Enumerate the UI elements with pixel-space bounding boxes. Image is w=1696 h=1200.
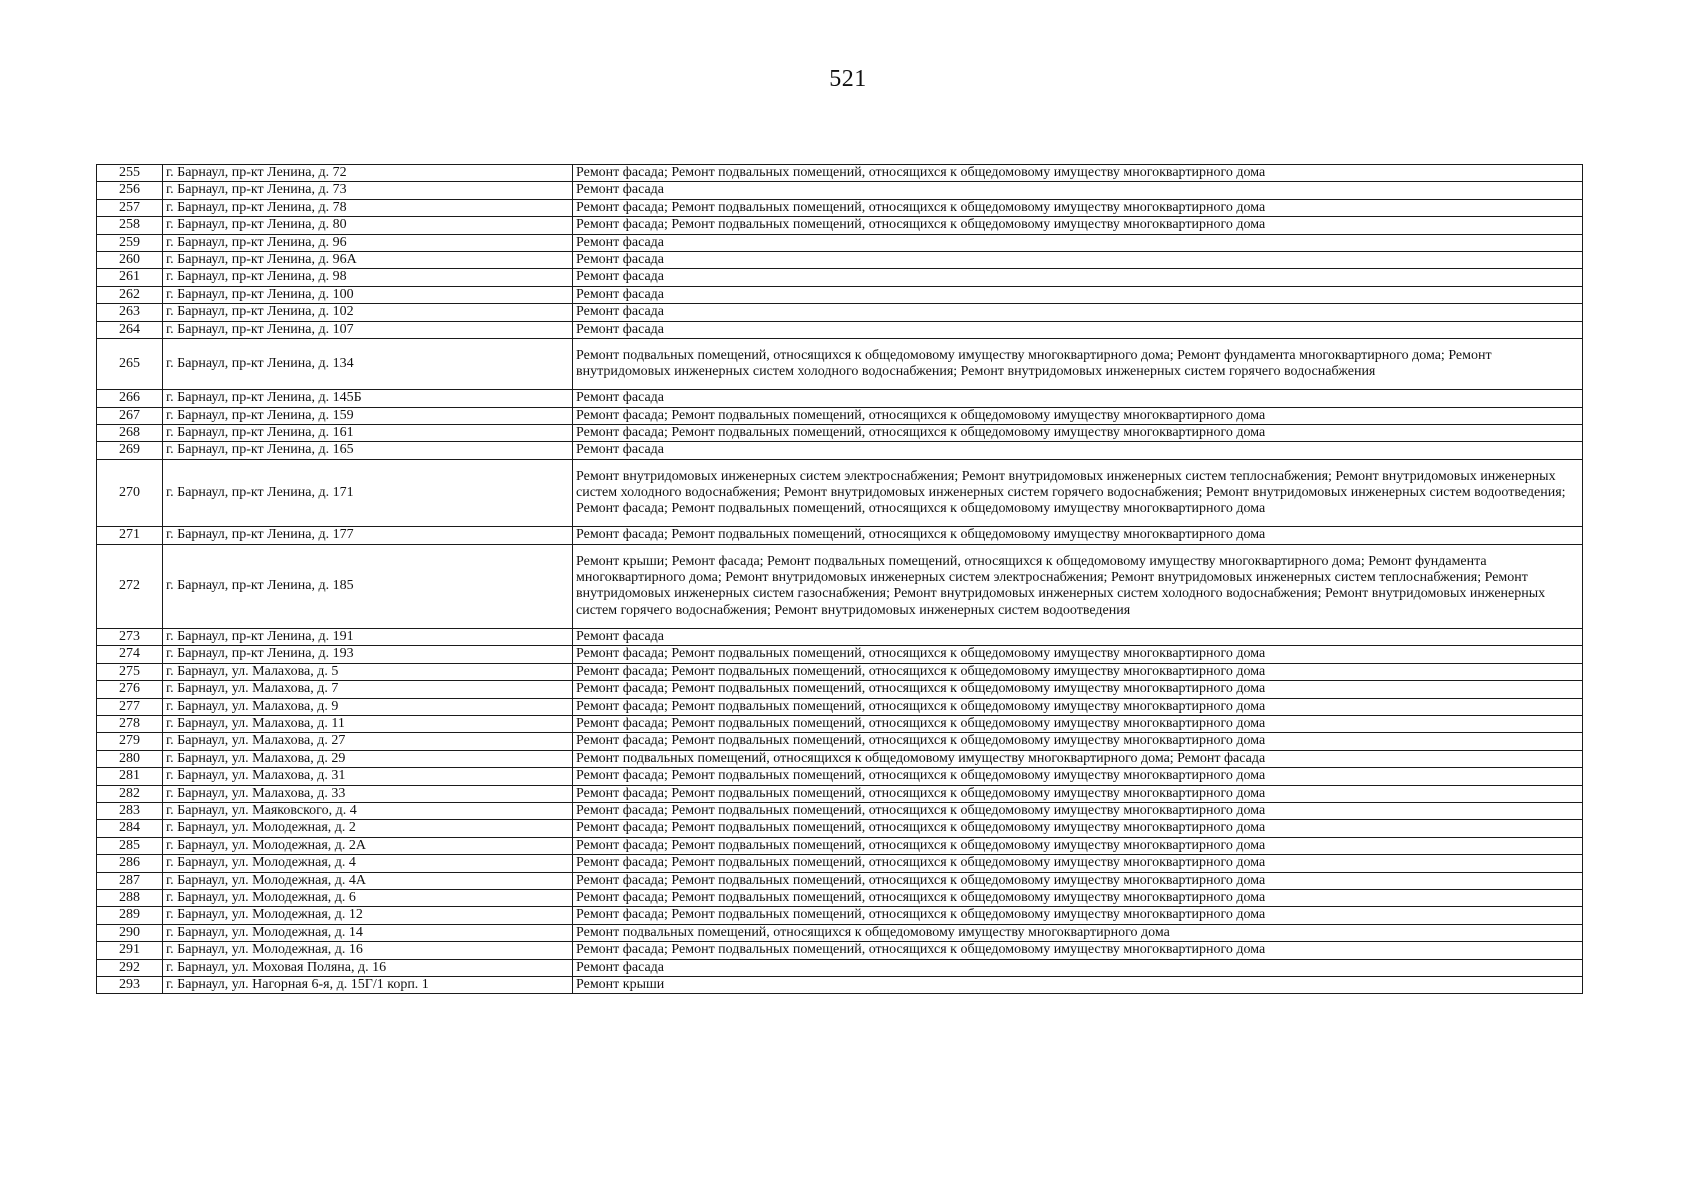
table-row: [97, 715, 1583, 732]
table-row: [97, 698, 1583, 715]
table-row: [97, 855, 1583, 872]
work-type-cell: Ремонт фасада; Ремонт подвальных помещений, относящихся к общедомовому имуществу многоквартирного дома: [573, 165, 1583, 182]
work-type-cell: Ремонт подвальных помещений, относящихся к общедомовому имуществу многоквартирного дома; Ремонт фасада: [573, 750, 1583, 767]
table-row: [97, 889, 1583, 906]
work-type-cell: Ремонт фасада; Ремонт подвальных помещений, относящихся к общедомовому имуществу многоквартирного дома: [573, 527, 1583, 544]
table-row: [97, 339, 1583, 390]
table-row: [97, 785, 1583, 802]
work-type-cell: Ремонт подвальных помещений, относящихся к общедомовому имуществу многоквартирного дома; Ремонт фундамента многоквартирного дома; Ремонт внутридомовых инженерных систем холодного водоснабжения; Ремонт внутридомовых инженерных систем горячего водоснабжения: [573, 339, 1583, 390]
table-row: [97, 252, 1583, 269]
address-cell: г. Барнаул, ул. Молодежная, д. 16: [163, 942, 573, 959]
row-number-cell: 267: [97, 407, 163, 424]
row-number-cell: 286: [97, 855, 163, 872]
work-type-cell: Ремонт фасада; Ремонт подвальных помещений, относящихся к общедомовому имуществу многоквартирного дома: [573, 768, 1583, 785]
address-cell: г. Барнаул, ул. Малахова, д. 31: [163, 768, 573, 785]
row-number-cell: 266: [97, 390, 163, 407]
address-cell: г. Барнаул, пр-кт Ленина, д. 161: [163, 425, 573, 442]
table-row: [97, 802, 1583, 819]
address-cell: г. Барнаул, пр-кт Ленина, д. 191: [163, 628, 573, 645]
repair-register-body: [97, 165, 1583, 994]
table-row: [97, 217, 1583, 234]
work-type-cell: Ремонт фасада: [573, 182, 1583, 199]
work-type-cell: Ремонт крыши; Ремонт фасада; Ремонт подвальных помещений, относящихся к общедомовому имуществу многоквартирного дома; Ремонт фундамента многоквартирного дома; Ремонт внутридомовых инженерных систем электроснабжения; Ремонт внутридомовых инженерных систем теплоснабжения; Ремонт внутридомовых инженерных систем газоснабжения; Ремонт внутридомовых инженерных систем холодного водоснабжения; Ремонт внутридомовых инженерных систем горячего водоснабжения; Ремонт внутридомовых инженерных систем водоотведения: [573, 544, 1583, 628]
table-row: [97, 304, 1583, 321]
address-cell: г. Барнаул, ул. Нагорная 6-я, д. 15Г/1 корп. 1: [163, 977, 573, 994]
table-row: [97, 182, 1583, 199]
row-number-cell: 280: [97, 750, 163, 767]
table-row: [97, 442, 1583, 459]
work-type-cell: Ремонт фасада; Ремонт подвальных помещений, относящихся к общедомовому имуществу многоквартирного дома: [573, 733, 1583, 750]
row-number-cell: 283: [97, 802, 163, 819]
work-type-cell: Ремонт фасада; Ремонт подвальных помещений, относящихся к общедомовому имуществу многоквартирного дома: [573, 855, 1583, 872]
table-row: [97, 390, 1583, 407]
row-number-cell: 289: [97, 907, 163, 924]
table-row: [97, 527, 1583, 544]
table-row: [97, 733, 1583, 750]
page-number: 521: [829, 66, 867, 92]
table-row: [97, 321, 1583, 338]
work-type-cell: Ремонт фасада; Ремонт подвальных помещений, относящихся к общедомовому имуществу многоквартирного дома: [573, 407, 1583, 424]
row-number-cell: 277: [97, 698, 163, 715]
table-row: [97, 544, 1583, 628]
table-row: [97, 750, 1583, 767]
work-type-cell: Ремонт фасада; Ремонт подвальных помещений, относящихся к общедомовому имуществу многоквартирного дома: [573, 872, 1583, 889]
work-type-cell: Ремонт фасада; Ремонт подвальных помещений, относящихся к общедомовому имуществу многоквартирного дома: [573, 837, 1583, 854]
work-type-cell: Ремонт фасада: [573, 321, 1583, 338]
row-number-cell: 287: [97, 872, 163, 889]
address-cell: г. Барнаул, ул. Малахова, д. 5: [163, 663, 573, 680]
row-number-cell: 260: [97, 252, 163, 269]
row-number-cell: 256: [97, 182, 163, 199]
row-number-cell: 272: [97, 544, 163, 628]
address-cell: г. Барнаул, ул. Малахова, д. 7: [163, 681, 573, 698]
work-type-cell: Ремонт фасада: [573, 442, 1583, 459]
work-type-cell: Ремонт фасада; Ремонт подвальных помещений, относящихся к общедомовому имуществу многоквартирного дома: [573, 907, 1583, 924]
row-number-cell: 278: [97, 715, 163, 732]
work-type-cell: Ремонт фасада: [573, 628, 1583, 645]
work-type-cell: Ремонт фасада; Ремонт подвальных помещений, относящихся к общедомовому имуществу многоквартирного дома: [573, 889, 1583, 906]
row-number-cell: 293: [97, 977, 163, 994]
table-row: [97, 942, 1583, 959]
work-type-cell: Ремонт внутридомовых инженерных систем электроснабжения; Ремонт внутридомовых инженерных систем теплоснабжения; Ремонт внутридомовых инженерных систем холодного водоснабжения; Ремонт внутридомовых инженерных систем горячего водоснабжения; Ремонт внутридомовых инженерных систем водоотведения; Ремонт фасада; Ремонт подвальных помещений, относящихся к общедомовому имуществу многоквартирного дома: [573, 459, 1583, 527]
address-cell: г. Барнаул, пр-кт Ленина, д. 193: [163, 646, 573, 663]
work-type-cell: Ремонт фасада; Ремонт подвальных помещений, относящихся к общедомовому имуществу многоквартирного дома: [573, 698, 1583, 715]
table-row: [97, 646, 1583, 663]
work-type-cell: Ремонт фасада: [573, 390, 1583, 407]
row-number-cell: 274: [97, 646, 163, 663]
table-row: [97, 269, 1583, 286]
work-type-cell: Ремонт фасада; Ремонт подвальных помещений, относящихся к общедомовому имуществу многоквартирного дома: [573, 820, 1583, 837]
address-cell: г. Барнаул, пр-кт Ленина, д. 100: [163, 286, 573, 303]
repair-register-table: [96, 164, 1583, 994]
work-type-cell: Ремонт фасада: [573, 959, 1583, 976]
work-type-cell: Ремонт фасада; Ремонт подвальных помещений, относящихся к общедомовому имуществу многоквартирного дома: [573, 199, 1583, 216]
address-cell: г. Барнаул, пр-кт Ленина, д. 107: [163, 321, 573, 338]
address-cell: г. Барнаул, ул. Молодежная, д. 4А: [163, 872, 573, 889]
table-row: [97, 459, 1583, 527]
table-row: [97, 872, 1583, 889]
table-row: [97, 959, 1583, 976]
address-cell: г. Барнаул, ул. Молодежная, д. 4: [163, 855, 573, 872]
table-row: [97, 663, 1583, 680]
row-number-cell: 291: [97, 942, 163, 959]
row-number-cell: 288: [97, 889, 163, 906]
row-number-cell: 265: [97, 339, 163, 390]
address-cell: г. Барнаул, ул. Малахова, д. 9: [163, 698, 573, 715]
work-type-cell: Ремонт фасада: [573, 286, 1583, 303]
row-number-cell: 285: [97, 837, 163, 854]
address-cell: г. Барнаул, ул. Малахова, д. 29: [163, 750, 573, 767]
row-number-cell: 257: [97, 199, 163, 216]
work-type-cell: Ремонт фасада; Ремонт подвальных помещений, относящихся к общедомовому имуществу многоквартирного дома: [573, 681, 1583, 698]
address-cell: г. Барнаул, пр-кт Ленина, д. 102: [163, 304, 573, 321]
work-type-cell: Ремонт крыши: [573, 977, 1583, 994]
work-type-cell: Ремонт фасада: [573, 252, 1583, 269]
row-number-cell: 264: [97, 321, 163, 338]
work-type-cell: Ремонт фасада; Ремонт подвальных помещений, относящихся к общедомовому имуществу многоквартирного дома: [573, 663, 1583, 680]
table-row: [97, 837, 1583, 854]
address-cell: г. Барнаул, ул. Молодежная, д. 14: [163, 924, 573, 941]
address-cell: г. Барнаул, пр-кт Ленина, д. 98: [163, 269, 573, 286]
address-cell: г. Барнаул, ул. Молодежная, д. 2А: [163, 837, 573, 854]
address-cell: г. Барнаул, пр-кт Ленина, д. 78: [163, 199, 573, 216]
row-number-cell: 258: [97, 217, 163, 234]
row-number-cell: 284: [97, 820, 163, 837]
table-row: [97, 425, 1583, 442]
row-number-cell: 259: [97, 234, 163, 251]
address-cell: г. Барнаул, пр-кт Ленина, д. 96А: [163, 252, 573, 269]
address-cell: г. Барнаул, пр-кт Ленина, д. 171: [163, 459, 573, 527]
work-type-cell: Ремонт фасада; Ремонт подвальных помещений, относящихся к общедомовому имуществу многоквартирного дома: [573, 646, 1583, 663]
row-number-cell: 261: [97, 269, 163, 286]
table-row: [97, 681, 1583, 698]
row-number-cell: 290: [97, 924, 163, 941]
table-row: [97, 286, 1583, 303]
row-number-cell: 269: [97, 442, 163, 459]
row-number-cell: 279: [97, 733, 163, 750]
address-cell: г. Барнаул, пр-кт Ленина, д. 73: [163, 182, 573, 199]
table-row: [97, 924, 1583, 941]
table-row: [97, 165, 1583, 182]
row-number-cell: 271: [97, 527, 163, 544]
address-cell: г. Барнаул, ул. Моховая Поляна, д. 16: [163, 959, 573, 976]
work-type-cell: Ремонт фасада; Ремонт подвальных помещений, относящихся к общедомовому имуществу многоквартирного дома: [573, 715, 1583, 732]
table-row: [97, 820, 1583, 837]
row-number-cell: 273: [97, 628, 163, 645]
address-cell: г. Барнаул, пр-кт Ленина, д. 165: [163, 442, 573, 459]
row-number-cell: 281: [97, 768, 163, 785]
work-type-cell: Ремонт фасада: [573, 304, 1583, 321]
address-cell: г. Барнаул, пр-кт Ленина, д. 159: [163, 407, 573, 424]
table-row: [97, 407, 1583, 424]
work-type-cell: Ремонт фасада; Ремонт подвальных помещений, относящихся к общедомовому имуществу многоквартирного дома: [573, 425, 1583, 442]
address-cell: г. Барнаул, пр-кт Ленина, д. 177: [163, 527, 573, 544]
address-cell: г. Барнаул, пр-кт Ленина, д. 80: [163, 217, 573, 234]
address-cell: г. Барнаул, пр-кт Ленина, д. 145Б: [163, 390, 573, 407]
work-type-cell: Ремонт фасада; Ремонт подвальных помещений, относящихся к общедомовому имуществу многоквартирного дома: [573, 785, 1583, 802]
work-type-cell: Ремонт подвальных помещений, относящихся к общедомовому имуществу многоквартирного дома: [573, 924, 1583, 941]
row-number-cell: 263: [97, 304, 163, 321]
table-row: [97, 234, 1583, 251]
table-row: [97, 977, 1583, 994]
work-type-cell: Ремонт фасада; Ремонт подвальных помещений, относящихся к общедомовому имуществу многоквартирного дома: [573, 802, 1583, 819]
address-cell: г. Барнаул, ул. Молодежная, д. 12: [163, 907, 573, 924]
table-row: [97, 628, 1583, 645]
row-number-cell: 292: [97, 959, 163, 976]
row-number-cell: 270: [97, 459, 163, 527]
work-type-cell: Ремонт фасада: [573, 234, 1583, 251]
work-type-cell: Ремонт фасада: [573, 269, 1583, 286]
address-cell: г. Барнаул, пр-кт Ленина, д. 72: [163, 165, 573, 182]
address-cell: г. Барнаул, ул. Молодежная, д. 2: [163, 820, 573, 837]
address-cell: г. Барнаул, пр-кт Ленина, д. 185: [163, 544, 573, 628]
table-row: [97, 768, 1583, 785]
row-number-cell: 268: [97, 425, 163, 442]
address-cell: г. Барнаул, ул. Малахова, д. 33: [163, 785, 573, 802]
address-cell: г. Барнаул, ул. Маяковского, д. 4: [163, 802, 573, 819]
address-cell: г. Барнаул, ул. Малахова, д. 11: [163, 715, 573, 732]
work-type-cell: Ремонт фасада; Ремонт подвальных помещений, относящихся к общедомовому имуществу многоквартирного дома: [573, 217, 1583, 234]
table-row: [97, 907, 1583, 924]
work-type-cell: Ремонт фасада; Ремонт подвальных помещений, относящихся к общедомовому имуществу многоквартирного дома: [573, 942, 1583, 959]
address-cell: г. Барнаул, ул. Молодежная, д. 6: [163, 889, 573, 906]
address-cell: г. Барнаул, пр-кт Ленина, д. 134: [163, 339, 573, 390]
address-cell: г. Барнаул, пр-кт Ленина, д. 96: [163, 234, 573, 251]
table-row: [97, 199, 1583, 216]
row-number-cell: 255: [97, 165, 163, 182]
row-number-cell: 275: [97, 663, 163, 680]
row-number-cell: 276: [97, 681, 163, 698]
address-cell: г. Барнаул, ул. Малахова, д. 27: [163, 733, 573, 750]
row-number-cell: 282: [97, 785, 163, 802]
row-number-cell: 262: [97, 286, 163, 303]
